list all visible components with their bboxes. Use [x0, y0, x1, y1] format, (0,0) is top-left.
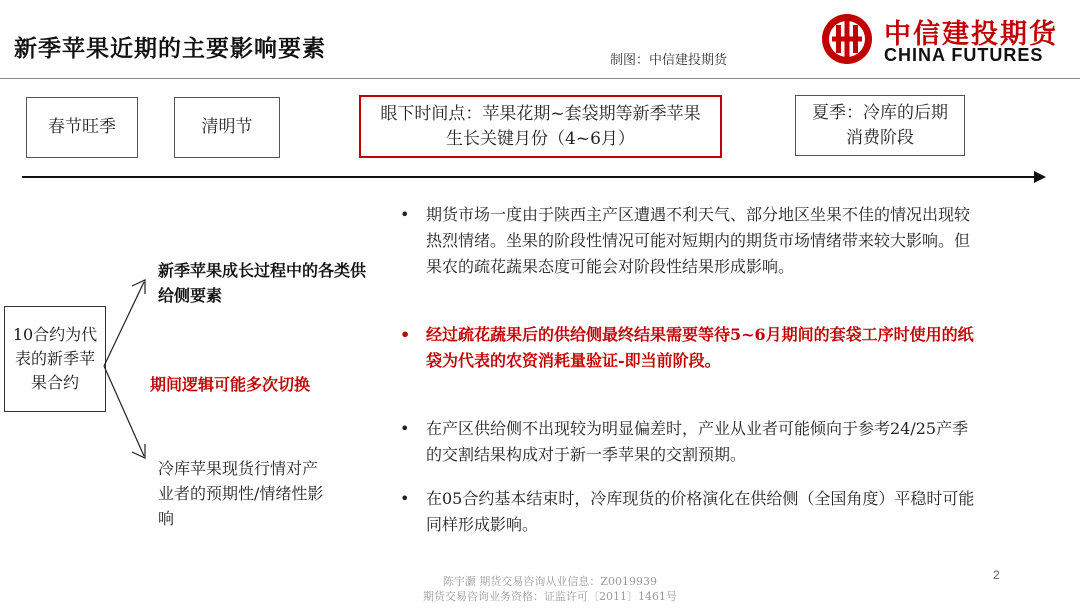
timeline-axis: [22, 176, 1040, 178]
cold-storage-note: 冷库苹果现货行情对产业者的预期性/情绪性影响: [158, 459, 324, 528]
branch-arrows-icon: [100, 260, 160, 480]
bullet-item: • 在产区供给侧不出现较为明显偏差时，产业从业者可能倾向于参考24/25产季的交割结果构成对于新一季苹果的交割预期。: [398, 416, 978, 468]
timeline-arrow-icon: [1034, 171, 1046, 183]
contract-box: 10合约为代表的新季苹果合约: [4, 306, 106, 412]
page-number: 2: [993, 568, 1000, 582]
phase-current-key-months: 眼下时间点：苹果花期~套袋期等新季苹果生长关键月份（4~6月）: [359, 95, 722, 158]
logic-switch-note: 期间逻辑可能多次切换: [150, 375, 311, 394]
header-divider: [0, 78, 1080, 79]
chart-credit: 制图：中信建投期货: [610, 53, 728, 68]
footer-disclaimer: [380, 574, 720, 604]
company-logo: [820, 10, 1070, 68]
citic-logo-icon: [820, 12, 874, 66]
bullet-item-highlight: • 经过疏花蔬果后的供给侧最终结果需要等待5~6月期间的套袋工序时使用的纸袋为代表的农资消耗量验证-即当前阶段。: [398, 322, 978, 374]
bullet-item: • 在05合约基本结束时，冷库现货的价格演化在供给侧（全国角度）平稳时可能同样形成影响。: [398, 486, 978, 538]
bullet-item: • 期货市场一度由于陕西主产区遭遇不利天气、部分地区坐果不佳的情况出现较热烈情绪。坐果的阶段性情况可能对短期内的期货市场情绪带来较大影响。但果农的疏花蔬果态度可能会对阶段性结果形成影响。: [398, 202, 978, 280]
page-title: 新季苹果近期的主要影响要素: [14, 35, 326, 62]
logo-english-name: CHINA FUTURES: [884, 45, 1044, 65]
supply-factors-note: 新季苹果成长过程中的各类供给侧要素: [158, 261, 367, 305]
phase-summer-cold-storage: 夏季：冷库的后期消费阶段: [795, 95, 965, 156]
phase-qingming: 清明节: [174, 97, 280, 158]
logo-chinese-name: 中信建投期货: [884, 19, 1058, 50]
footer-analyst-line: 陈宇灏 期货交易咨询从业信息：Z0019939: [442, 575, 658, 588]
footer-license-line: 期货交易咨询业务资格：证监许可〔2011〕1461号: [423, 590, 677, 603]
phase-spring-festival: 春节旺季: [26, 97, 138, 158]
